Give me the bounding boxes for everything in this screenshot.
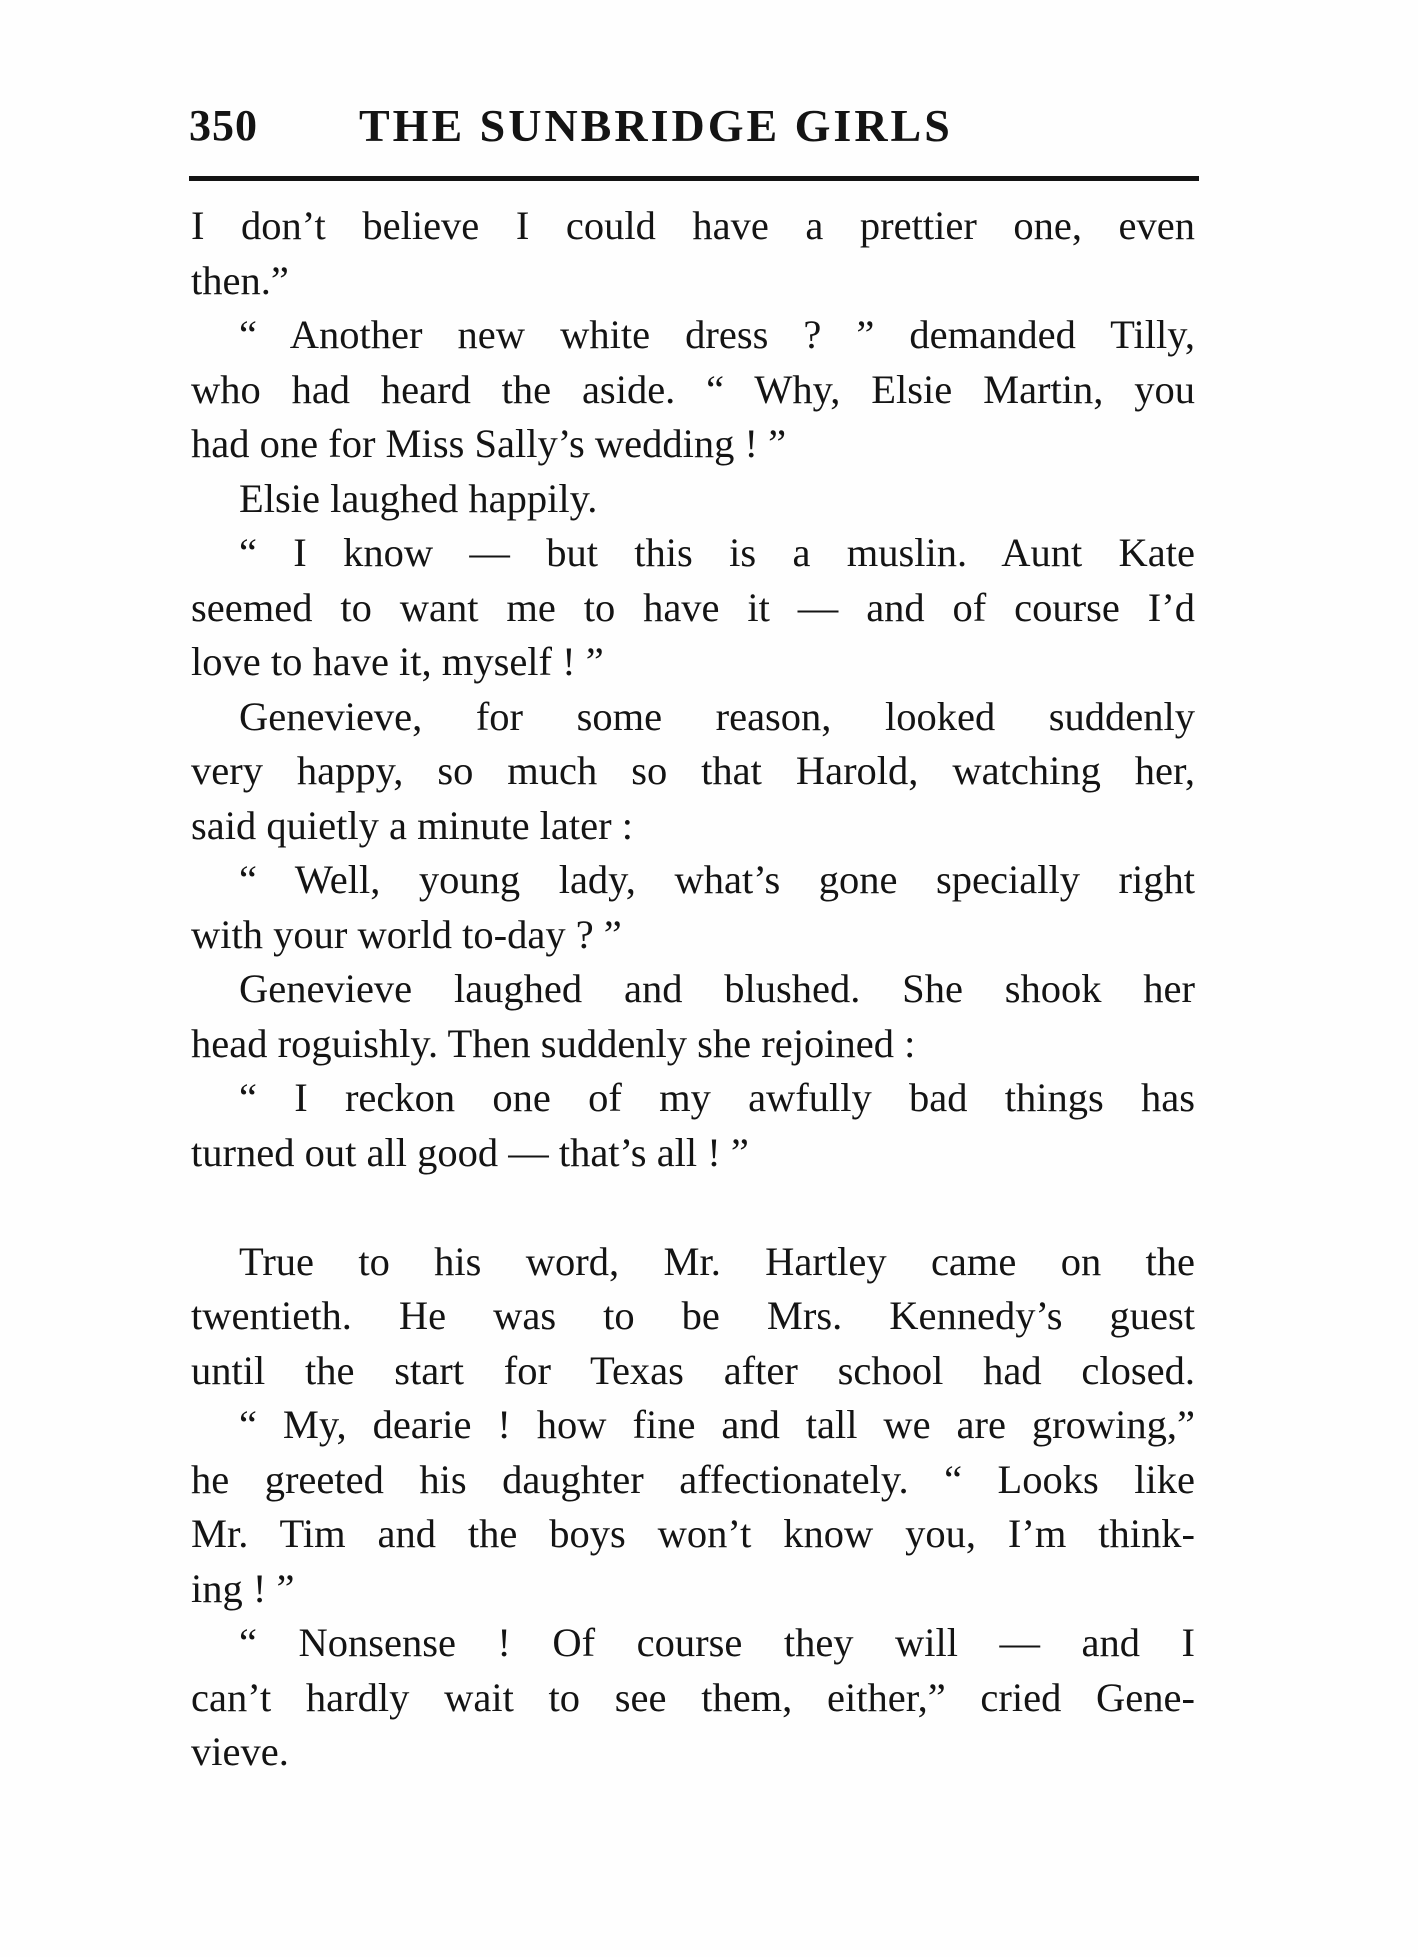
text-line: turned out all good — that’s all ! ” <box>191 1129 749 1175</box>
text-line: head roguishly. Then suddenly she rejoined : <box>191 1020 916 1066</box>
text-line: “ Well, young lady, what’s gone specially right <box>239 857 1195 902</box>
text-line: I don’t believe I could have a prettier one, even <box>191 203 1195 248</box>
text-line: Genevieve laughed and blushed. She shook her <box>239 966 1195 1011</box>
text-line: had one for Miss Sally’s wedding ! ” <box>191 421 787 466</box>
text-line: “ Another new white dress ? ” demanded Tilly, <box>239 312 1195 357</box>
text-line: Genevieve, for some reason, looked suddenly <box>239 693 1195 739</box>
text-line: “ I know — but this is a muslin. Aunt Kate <box>239 530 1195 575</box>
text-line: can’t hardly wait to see them, either,” cried Gene- <box>191 1674 1195 1720</box>
text-line: seemed to want me to have it — and of course I’d <box>191 584 1195 630</box>
text-line: then.” <box>191 257 289 303</box>
section-break <box>191 1180 1195 1235</box>
text-line: vieve. <box>191 1729 289 1774</box>
text-line: said quietly a minute later : <box>191 802 633 848</box>
body-text <box>191 199 1195 1780</box>
text-line: with your world to-day ? ” <box>191 911 622 957</box>
text-line: Mr. Tim and the boys won’t know you, I’m think- <box>191 1511 1195 1556</box>
text-line: until the start for Texas after school had closed. <box>191 1347 1195 1393</box>
text-line: who had heard the aside. “ Why, Elsie Martin, you <box>191 366 1195 412</box>
text-line: he greeted his daughter affectionately. “ Looks like <box>191 1456 1195 1502</box>
text-line: twentieth. He was to be Mrs. Kennedy’s guest <box>191 1293 1195 1338</box>
text-line: love to have it, myself ! ” <box>191 639 604 684</box>
page-number: 350 <box>189 101 258 150</box>
text-line: ing ! ” <box>191 1565 295 1611</box>
page-header <box>189 96 1199 166</box>
text-line: Elsie laughed happily. <box>239 475 598 521</box>
text-line: True to his word, Mr. Hartley came on the <box>239 1238 1195 1284</box>
text-line: very happy, so much so that Harold, watching her, <box>191 748 1195 793</box>
header-rule <box>189 176 1199 181</box>
text-line: “ Nonsense ! Of course they will — and I <box>239 1620 1195 1665</box>
text-line: “ My, dearie ! how fine and tall we are growing,” <box>239 1402 1195 1447</box>
text-line: “ I reckon one of my awfully bad things has <box>239 1075 1195 1120</box>
running-title: THE SUNBRIDGE GIRLS <box>359 100 953 151</box>
